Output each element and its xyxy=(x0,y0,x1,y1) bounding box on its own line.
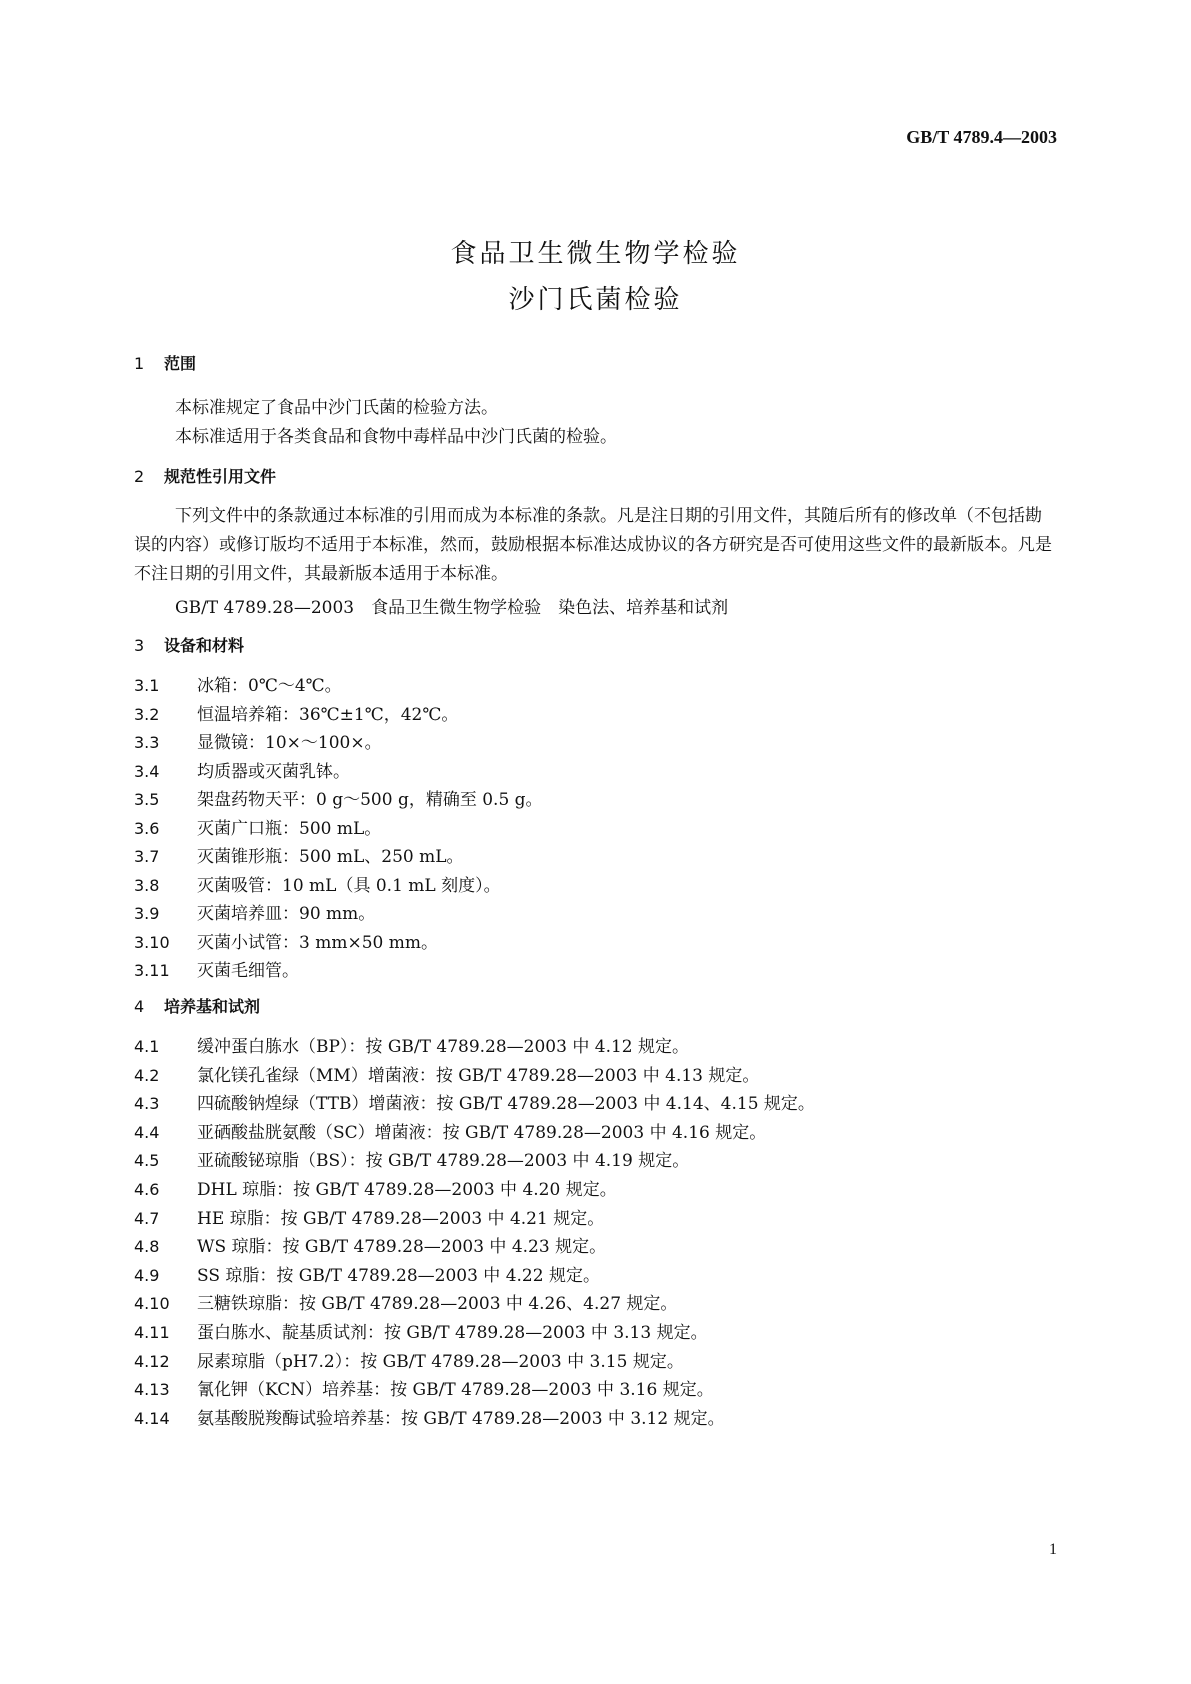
list-item xyxy=(134,842,464,867)
list-item xyxy=(134,1289,677,1314)
item-number: 3.7 xyxy=(134,847,160,866)
list-item xyxy=(134,1404,725,1429)
list-item xyxy=(134,671,342,696)
item-number: 4.14 xyxy=(134,1408,170,1428)
list-item xyxy=(134,1347,684,1372)
item-number: 4.8 xyxy=(134,1237,160,1257)
list-item xyxy=(134,1032,689,1057)
item-number: 3.3 xyxy=(134,733,160,752)
item-text: 灭菌培养皿：90 mm。 xyxy=(197,904,376,924)
list-item xyxy=(134,700,458,725)
list-item xyxy=(134,871,501,896)
section-number: 1 xyxy=(134,354,145,373)
item-number: 3.5 xyxy=(134,790,160,809)
item-number: 4.11 xyxy=(134,1323,170,1342)
list-item xyxy=(134,899,375,924)
item-number: 3.6 xyxy=(134,818,160,838)
item-number: 3.11 xyxy=(134,961,170,980)
section-title: 培养基和试剂 xyxy=(164,997,261,1016)
list-item xyxy=(134,785,543,810)
list-item xyxy=(134,1232,606,1257)
item-number: 4.9 xyxy=(134,1265,160,1285)
item-text: 灭菌吸管：10 mL（具 0.1 mL 刻度）。 xyxy=(197,875,501,896)
item-text: 灭菌广口瓶：500 mL。 xyxy=(197,818,382,839)
item-text: 恒温培养箱：36℃±1℃，42℃。 xyxy=(197,704,459,725)
scope-line-2: 本标准适用于各类食品和食物中毒样品中沙门氏菌的检验。 xyxy=(175,427,617,447)
item-number: 4.7 xyxy=(134,1208,160,1228)
item-number: 3.1 xyxy=(134,676,160,695)
document-subtitle: 沙门氏菌检验 xyxy=(508,285,683,315)
item-text: 氯化镁孔雀绿（MM）增菌液：按 GB/T 4789.28—2003 中 4.13 规定。 xyxy=(197,1065,760,1086)
section-title: 规范性引用文件 xyxy=(164,467,277,486)
item-number: 4.4 xyxy=(134,1122,160,1142)
section-title: 范围 xyxy=(164,354,197,373)
scope-line-1: 本标准规定了食品中沙门氏菌的检验方法。 xyxy=(175,398,498,418)
item-text: 亚硒酸盐胱氨酸（SC）增菌液：按 GB/T 4789.28—2003 中 4.16 规定。 xyxy=(197,1122,767,1143)
item-text: 氨基酸脱羧酶试验培养基：按 GB/T 4789.28—2003 中 3.12 规定。 xyxy=(197,1408,725,1429)
item-text: 尿素琼脂（pH7.2）：按 GB/T 4789.28—2003 中 3.15 规定。 xyxy=(197,1351,684,1372)
item-number: 4.1 xyxy=(134,1037,160,1056)
section-number: 4 xyxy=(134,997,145,1016)
list-item xyxy=(134,814,381,839)
list-item xyxy=(134,1146,689,1171)
section-heading-media xyxy=(134,994,260,1017)
item-number: 4.12 xyxy=(134,1351,170,1371)
item-text: 缓冲蛋白胨水（BP）：按 GB/T 4789.28—2003 中 4.12 规定。 xyxy=(197,1037,690,1057)
document-title: 食品卫生微生物学检验 xyxy=(450,239,741,269)
list-item xyxy=(134,757,350,782)
list-item xyxy=(134,928,438,953)
item-number: 3.2 xyxy=(134,704,160,724)
list-item xyxy=(134,1175,617,1200)
item-text: 亚硫酸铋琼脂（BS）：按 GB/T 4789.28—2003 中 4.19 规定。 xyxy=(197,1151,690,1172)
reference-entry: GB/T 4789.28—2003 食品卫生微生物学检验 染色法、培养基和试剂 xyxy=(175,598,729,618)
list-item xyxy=(134,1118,766,1143)
list-item xyxy=(134,1318,708,1343)
item-text: 氰化钾（KCN）培养基：按 GB/T 4789.28—2003 中 3.16 规定。 xyxy=(197,1380,714,1401)
item-number: 4.10 xyxy=(134,1294,170,1314)
item-text: DHL 琼脂：按 GB/T 4789.28—2003 中 4.20 规定。 xyxy=(197,1180,617,1200)
standard-code: GB/T 4789.4—2003 xyxy=(906,127,1057,147)
item-number: 4.13 xyxy=(134,1380,170,1400)
item-number: 3.9 xyxy=(134,904,160,923)
item-number: 4.6 xyxy=(134,1180,160,1199)
item-text: 冰箱：0℃～4℃。 xyxy=(197,676,342,696)
item-text: 均质器或灭菌乳钵。 xyxy=(197,761,350,782)
item-text: 三糖铁琼脂：按 GB/T 4789.28—2003 中 4.26、4.27 规定。 xyxy=(197,1294,678,1315)
item-text: 架盘药物天平：0 g～500 g，精确至 0.5 g。 xyxy=(197,790,543,810)
item-text: HE 琼脂：按 GB/T 4789.28—2003 中 4.21 规定。 xyxy=(197,1208,605,1229)
page-number: 1 xyxy=(1049,1541,1057,1558)
item-text: 灭菌锥形瓶：500 mL、250 mL。 xyxy=(197,847,464,867)
section-number: 3 xyxy=(134,636,145,655)
item-text: WS 琼脂：按 GB/T 4789.28—2003 中 4.23 规定。 xyxy=(197,1237,607,1258)
list-item xyxy=(134,1089,815,1114)
item-text: 灭菌小试管：3 mm×50 mm。 xyxy=(197,932,438,953)
item-text: SS 琼脂：按 GB/T 4789.28—2003 中 4.22 规定。 xyxy=(197,1265,600,1286)
item-text: 灭菌毛细管。 xyxy=(197,961,299,981)
item-text: 显微镜：10×～100×。 xyxy=(197,733,382,753)
item-number: 3.10 xyxy=(134,932,170,952)
item-text: 四硫酸钠煌绿（TTB）增菌液：按 GB/T 4789.28—2003 中 4.14、4.15 规定。 xyxy=(197,1094,815,1115)
section-number: 2 xyxy=(134,467,145,486)
list-item xyxy=(134,1375,714,1400)
references-paragraph: 下列文件中的条款通过本标准的引用而成为本标准的条款。凡是注日期的引用文件，其随后所有的修改单（不包括勘误的内容）或修订版均不适用于本标准，然而，鼓励根据本标准达成协议的各方研究是否可使用这些文件的最新版本。凡是不注日期的引用文件，其最新版本适用于本标准。 xyxy=(134,506,1052,584)
list-item xyxy=(134,956,299,981)
item-number: 4.2 xyxy=(134,1065,160,1085)
list-item xyxy=(134,728,382,753)
section-title: 设备和材料 xyxy=(164,636,245,655)
section-heading-references xyxy=(134,464,276,487)
list-item xyxy=(134,1061,759,1086)
item-number: 4.5 xyxy=(134,1151,160,1171)
item-text: 蛋白胨水、靛基质试剂：按 GB/T 4789.28—2003 中 3.13 规定。 xyxy=(197,1323,708,1343)
section-heading-equipment xyxy=(134,633,244,656)
section-heading-scope xyxy=(134,351,196,374)
item-number: 3.8 xyxy=(134,875,160,895)
item-number: 4.3 xyxy=(134,1094,160,1114)
list-item xyxy=(134,1261,600,1286)
list-item xyxy=(134,1204,604,1229)
item-number: 3.4 xyxy=(134,761,160,781)
